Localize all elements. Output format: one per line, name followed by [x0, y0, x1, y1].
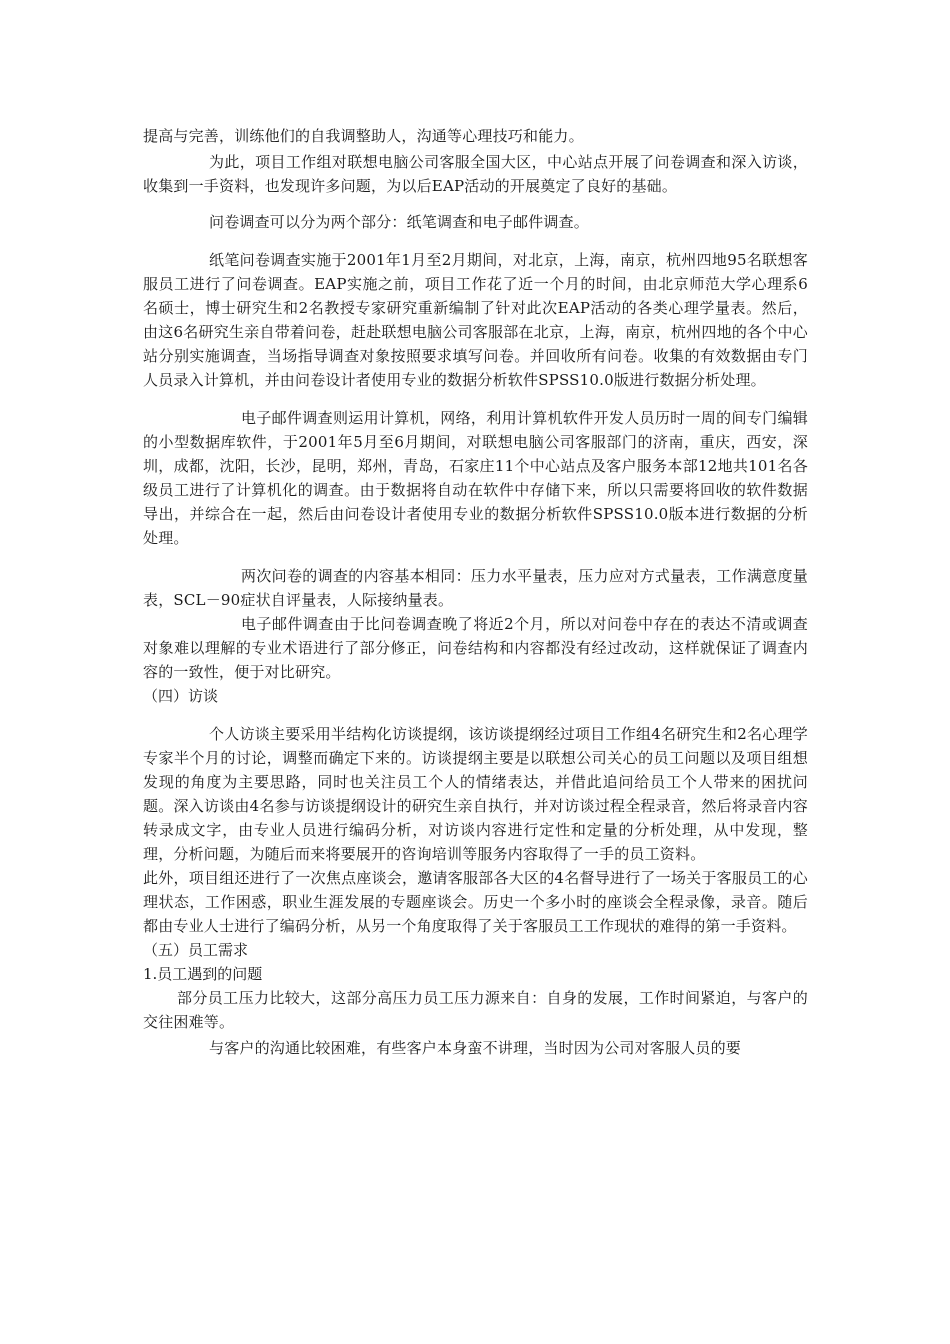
- section-heading-interview: （四）访谈: [143, 687, 219, 705]
- section-heading-employee-needs: （五）员工需求: [143, 941, 249, 959]
- paragraph: 与客户的沟通比较困难，有些客户本身蛮不讲理，当时因为公司对客服人员的要: [209, 1039, 742, 1057]
- paragraph: 提高与完善，训练他们的自我调整助人，沟通等心理技巧和能力。: [143, 127, 584, 145]
- paragraph: 电子邮件调查由于比问卷调查晚了将近2个月，所以对问卷中存在的表达不清或调查对象难以理解的专业术语进行了部分修正，问卷结构和内容都没有经过改动，这样就保证了调查内容的一致性，便于对比研究。: [143, 615, 808, 681]
- paragraph: 两次问卷的调查的内容基本相同：压力水平量表，压力应对方式量表，工作满意度量表，SCL－90症状自评量表，人际接纳量表。: [143, 567, 808, 609]
- paragraph: 个人访谈主要采用半结构化访谈提纲，该访谈提纲经过项目工作组4名研究生和2名心理学专家半个月的讨论，调整而确定下来的。访谈提纲主要是以联想公司关心的员工问题以及项目组想发现的角度为主要思路，同时也关注员工个人的情绪表达，并借此追问给员工个人带来的困扰问题。深入访谈由4名参与访谈提纲设计的研究生亲自执行，并对访谈过程全程录音，然后将录音内容转录成文字，由专业人员进行编码分析，对访谈内容进行定性和定量的分析处理，从中发现，整理，分析问题，为随后而来将要展开的咨询培训等服务内容取得了一手的员工资料。: [143, 725, 808, 863]
- paragraph: 此外，项目组还进行了一次焦点座谈会，邀请客服部各大区的4名督导进行了一场关于客服员工的心理状态，工作困惑，职业生涯发展的专题座谈会。历史一个多小时的座谈会全程录像，录音。随后都由专业人士进行了编码分析，从另一个角度取得了关于客服员工工作现状的难得的第一手资料。: [143, 869, 808, 935]
- paragraph: 纸笔问卷调查实施于2001年1月至2月期间，对北京，上海，南京，杭州四地95名联想客服员工进行了问卷调查。EAP实施之前，项目工作花了近一个月的时间，由北京师范大学心理系6名硕士，博士研究生和2名教授专家研究重新编制了针对此次EAP活动的各类心理学量表。然后，由这6名研究生亲自带着问卷，赶赴联想电脑公司客服部在北京，上海，南京，杭州四地的各个中心站分别实施调查，当场指导调查对象按照要求填写问卷。并回收所有问卷。收集的有效数据由专门人员录入计算机，并由问卷设计者使用专业的数据分析软件SPSS10.0版进行数据分析处理。: [143, 251, 808, 389]
- paragraph: 电子邮件调查则运用计算机，网络，利用计算机软件开发人员历时一周的间专门编辑的小型数据库软件，于2001年5月至6月期间，对联想电脑公司客服部门的济南，重庆，西安，深圳，成都，沈阳，长沙，昆明，郑州，青岛，石家庄11个中心站点及客户服务本部12地共101名各级员工进行了计算机化的调查。由于数据将自动在软件中存储下来，所以只需要将回收的软件数据导出，并综合在一起，然后由问卷设计者使用专业的数据分析软件SPSS10.0版本进行数据的分析处理。: [143, 409, 808, 547]
- document-page: [143, 124, 808, 1060]
- subsection-heading-problems: 1.员工遇到的问题: [143, 965, 263, 983]
- paragraph: 部分员工压力比较大，这部分高压力员工压力源来自：自身的发展，工作时间紧迫，与客户的交往困难等。: [143, 989, 808, 1031]
- paragraph: 为此，项目工作组对联想电脑公司客服全国大区，中心站点开展了问卷调查和深入访谈，收集到一手资料，也发现许多问题，为以后EAP活动的开展奠定了良好的基础。: [143, 153, 808, 195]
- paragraph: 问卷调查可以分为两个部分：纸笔调查和电子邮件调查。: [209, 213, 590, 231]
